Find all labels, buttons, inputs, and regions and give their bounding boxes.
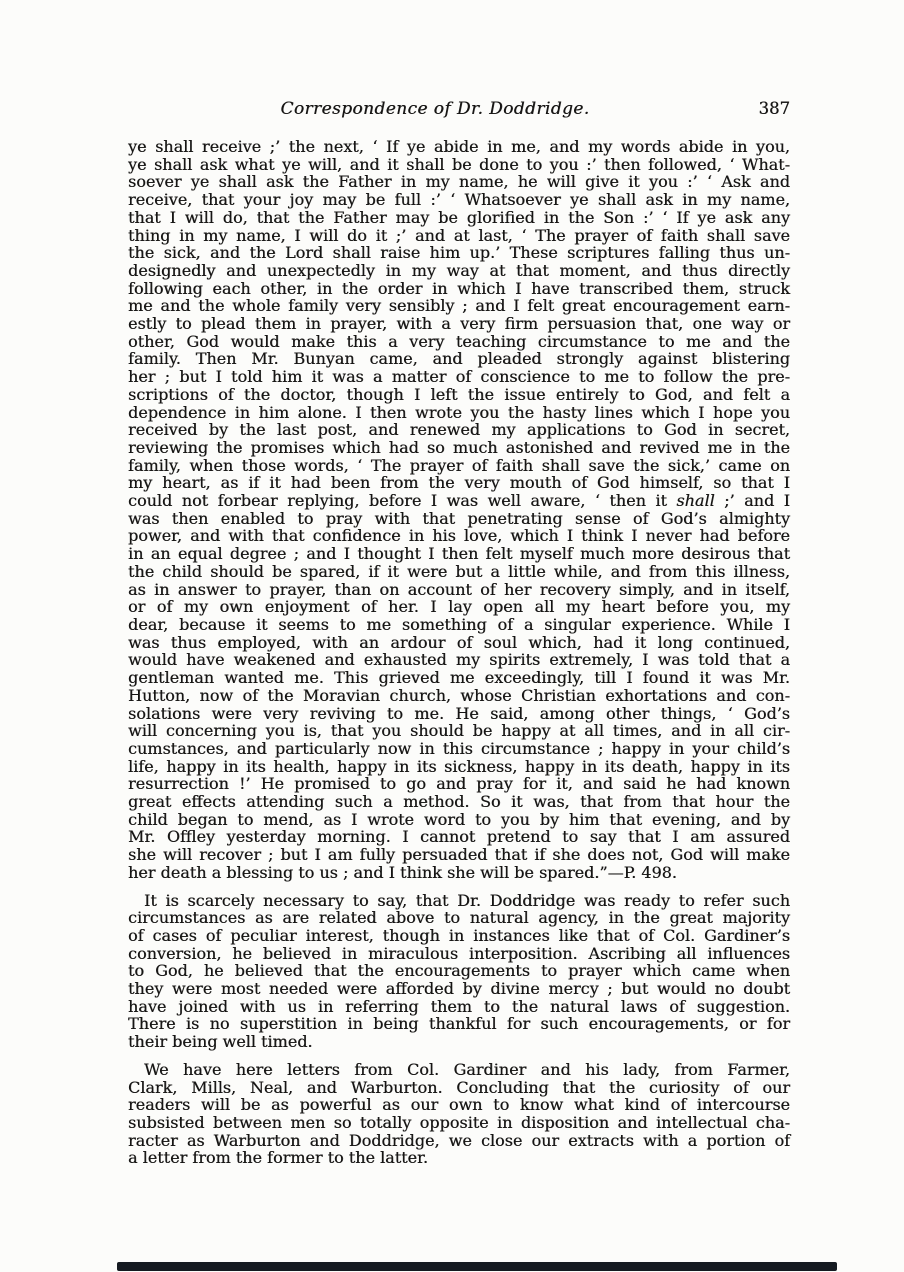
text-line: soever ye shall ask the Father in my name, he will give it you :’ ‘ Ask and	[128, 172, 790, 192]
text-line: as in answer to prayer, than on account of her recovery simply, and in itself,	[128, 579, 790, 599]
text-line: the child should be spared, if it were but a little while, and from this illness,	[128, 561, 790, 581]
paragraph	[128, 1061, 790, 1167]
text-line: will concerning you is, that you should be happy at all times, and in all cir-	[128, 721, 790, 741]
text-line: ye shall ask what ye will, and it shall be done to you :’ then followed, ‘ What-	[128, 154, 790, 174]
paragraph	[128, 138, 790, 882]
text-line: It is scarcely necessary to say, that Dr. Doddridge was ready to refer such	[144, 890, 790, 910]
text-line: receive, that your joy may be full :’ ‘ Whatsoever ye shall ask in my name,	[128, 190, 790, 210]
text-line: subsisted between men so totally opposite in disposition and intellectual cha-	[128, 1112, 790, 1132]
text-line: could not forbear replying, before I was well aware, ‘ then it shall ;’ and I	[128, 491, 791, 511]
text-line: her ; but I told him it was a matter of conscience to me to follow the pre-	[128, 367, 790, 387]
text-line: resurrection !’ He promised to go and pray for it, and said he had known	[128, 774, 790, 794]
text-line: they were most needed were afforded by divine mercy ; but would no doubt	[128, 979, 790, 999]
text-line: power, and with that confidence in his love, which I think I never had before	[128, 526, 790, 546]
text-line: the sick, and the Lord shall raise him up.’ These scriptures falling thus un-	[128, 243, 790, 263]
text-line: family. Then Mr. Bunyan came, and pleaded strongly against blistering	[128, 349, 790, 369]
text-line: their being well timed.	[128, 1032, 313, 1052]
text-line: life, happy in its health, happy in its sickness, happy in its death, happy in its	[128, 756, 790, 776]
text-line: great effects attending such a method. So it was, that from that hour the	[128, 792, 790, 812]
text-line: received by the last post, and renewed my applications to God in secret,	[128, 420, 790, 440]
paragraph	[128, 892, 790, 1051]
text-line: estly to plead them in prayer, with a very firm persuasion that, one way or	[128, 314, 790, 334]
text-line: she will recover ; but I am fully persuaded that if she does not, God will make	[128, 845, 790, 865]
text-line: racter as Warburton and Doddridge, we close our extracts with a portion of	[128, 1130, 790, 1150]
text-line: child began to mend, as I wrote word to you by him that evening, and by	[128, 809, 790, 829]
scan-artifact-bar	[117, 1262, 837, 1271]
text-line: readers will be as powerful as our own to know what kind of intercourse	[128, 1095, 790, 1115]
text-line: have joined with us in referring them to the natural laws of suggestion.	[128, 996, 790, 1016]
text-line: me and the whole family very sensibly ; and I felt great encouragement earn-	[128, 296, 790, 316]
text-line: cumstances, and particularly now in this circumstance ; happy in your child’s	[128, 738, 790, 758]
text-line: designedly and unexpectedly in my way at that moment, and thus directly	[128, 260, 790, 280]
text-line: scriptions of the doctor, though I left the issue entirely to God, and felt a	[128, 384, 790, 404]
text-line: my heart, as if it had been from the very mouth of God himself, so that I	[128, 473, 790, 493]
text-line: There is no superstition in being thankful for such encouragements, or for	[128, 1014, 790, 1034]
text-line: reviewing the promises which had so much astonished and revived me in the	[128, 437, 790, 457]
text-line: Clark, Mills, Neal, and Warburton. Concluding that the curiosity of our	[128, 1077, 790, 1097]
text-line: solations were very reviving to me. He said, among other things, ‘ God’s	[128, 703, 790, 723]
text-line: gentleman wanted me. This grieved me exceedingly, till I found it was Mr.	[128, 668, 790, 688]
text-block	[128, 138, 790, 1167]
text-line: thing in my name, I will do it ;’ and at last, ‘ The prayer of faith shall save	[128, 225, 790, 245]
text-line: would have weakened and exhausted my spirits extremely, I was told that a	[128, 650, 790, 670]
text-line: family, when those words, ‘ The prayer of faith shall save the sick,’ came on	[128, 455, 790, 475]
text-line: was then enabled to pray with that penetrating sense of God’s almighty	[128, 508, 790, 528]
text-line: following each other, in the order in which I have transcribed them, struck	[128, 278, 790, 298]
text-line: dear, because it seems to me something of a singular experience. While I	[128, 614, 790, 634]
text-line: Hutton, now of the Moravian church, whose Christian exhortations and con-	[128, 685, 790, 705]
text-line: conversion, he believed in miraculous interposition. Ascribing all influences	[128, 943, 790, 963]
text-line: her death a blessing to us ; and I think she will be spared.”—P. 498.	[128, 862, 677, 882]
text-line: in an equal degree ; and I thought I then felt myself much more desirous that	[128, 544, 790, 564]
running-head	[128, 99, 790, 121]
text-line: other, God would make this a very teaching circumstance to me and the	[128, 331, 790, 351]
text-line: was thus employed, with an ardour of soul which, had it long continued,	[128, 632, 790, 652]
text-line: dependence in him alone. I then wrote you the hasty lines which I hope you	[128, 402, 790, 422]
text-line: that I will do, that the Father may be glorified in the Son :’ ‘ If ye ask any	[128, 207, 790, 227]
text-line: or of my own enjoyment of her. I lay open all my heart before you, my	[128, 597, 790, 617]
text-line: of cases of peculiar interest, though in instances like that of Col. Gardiner’s	[128, 925, 790, 945]
text-line: a letter from the former to the latter.	[128, 1148, 428, 1168]
text-line: circumstances as are related above to natural agency, in the great majority	[128, 908, 790, 928]
page-number: 387	[758, 99, 790, 118]
text-line: ye shall receive ;’ the next, ‘ If ye abide in me, and my words abide in you,	[128, 137, 790, 156]
text-line: Mr. Offley yesterday morning. I cannot pretend to say that I am assured	[128, 827, 790, 847]
running-title: Correspondence of Dr. Doddridge.	[280, 99, 590, 119]
text-line: We have here letters from Col. Gardiner and his lady, from Farmer,	[144, 1059, 790, 1079]
text-line: to God, he believed that the encouragements to prayer which came when	[128, 961, 790, 981]
